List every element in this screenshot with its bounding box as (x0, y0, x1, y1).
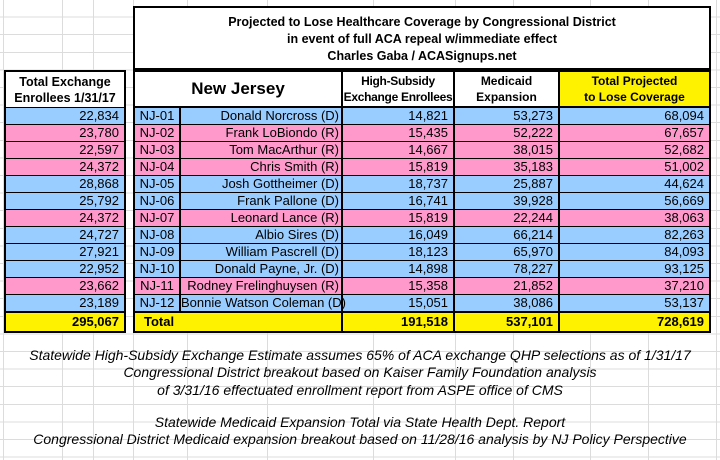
medicaid-header-line2: Expansion (476, 90, 537, 104)
high-subsidy-value: 14,821 (343, 108, 455, 124)
high-subsidy-value: 14,898 (343, 261, 455, 277)
high-subsidy-value: 15,358 (343, 278, 455, 294)
representative-name: William Pascrell (D) (181, 244, 343, 260)
medicaid-value: 65,970 (455, 244, 560, 260)
district-row (135, 108, 709, 125)
state-header: New Jersey (135, 72, 343, 106)
representative-name: Rodney Frelinghuysen (R) (181, 278, 343, 294)
district-label: NJ-04 (135, 159, 181, 175)
representative-name: Frank LoBiondo (R) (181, 125, 343, 141)
representative-name: Donald Norcross (D) (181, 108, 343, 124)
footnote-medicaid-1: Statewide Medicaid Expansion Total via State Health Dept. Report (154, 414, 566, 430)
left-table (4, 70, 126, 333)
medicaid-header (455, 72, 560, 106)
total-projected-value: 53,137 (664, 295, 704, 310)
high-subsidy-value: 15,819 (343, 159, 455, 175)
high-subsidy-value: 15,435 (343, 125, 455, 141)
exchange-enrollees-cell: 22,834 (6, 108, 124, 125)
high-subsidy-value: 15,819 (343, 210, 455, 226)
representative-name: Chris Smith (R) (181, 159, 343, 175)
district-label: NJ-11 (135, 278, 181, 294)
main-table-header-row (135, 72, 709, 108)
footnote-exchange-2: Congressional District breakout based on Kaiser Family Foundation analysis (123, 364, 597, 380)
footnote-exchange-3: of 3/31/16 effectuated enrollment report from ASPE office of CMS (157, 382, 563, 398)
district-row (135, 193, 709, 210)
representative-name: Josh Gottheimer (D) (181, 176, 343, 192)
total-projected-value: 93,125 (664, 261, 704, 276)
left-header-line1: Total Exchange (19, 75, 111, 89)
district-row (135, 159, 709, 176)
left-header-line2: Enrollees 1/31/17 (14, 91, 116, 105)
left-table-total: 295,067 (6, 312, 124, 331)
high-subsidy-value: 18,737 (343, 176, 455, 192)
high-subsidy-header-line2: Exchange Enrollees (343, 90, 453, 104)
district-row (135, 176, 709, 193)
high-subsidy-header (343, 72, 455, 106)
district-row (135, 261, 709, 278)
district-row (135, 227, 709, 244)
representative-name: Frank Pallone (D) (181, 193, 343, 209)
representative-name: Donald Payne, Jr. (D) (181, 261, 343, 277)
representative-name: Leonard Lance (R) (181, 210, 343, 226)
medicaid-value: 35,183 (455, 159, 560, 175)
medicaid-value: 66,214 (455, 227, 560, 243)
total-projected-value: 52,682 (664, 142, 704, 157)
exchange-enrollees-cell: 23,189 (6, 295, 124, 312)
total-projected-value: 56,669 (664, 193, 704, 208)
total-projected-value: 37,210 (664, 278, 704, 293)
representative-name: Albio Sires (D) (181, 227, 343, 243)
total-projected-value: 82,263 (664, 227, 704, 242)
medicaid-value: 52,222 (455, 125, 560, 141)
district-label: NJ-12 (135, 295, 181, 311)
district-row (135, 278, 709, 295)
exchange-enrollees-cell: 24,727 (6, 227, 124, 244)
exchange-enrollees-cell: 22,952 (6, 261, 124, 278)
title-box (133, 6, 711, 70)
total-projected-value: 44,624 (664, 176, 704, 191)
district-row (135, 295, 709, 312)
medicaid-value: 78,227 (455, 261, 560, 277)
district-label: NJ-08 (135, 227, 181, 243)
medicaid-value: 38,015 (455, 142, 560, 158)
district-label: NJ-07 (135, 210, 181, 226)
district-label: NJ-01 (135, 108, 181, 124)
main-table-rows (135, 108, 709, 312)
total-projected-header-line2: to Lose Coverage (584, 90, 685, 104)
high-subsidy-value: 18,123 (343, 244, 455, 260)
exchange-enrollees-cell: 23,780 (6, 125, 124, 142)
total-row-label: Total (135, 313, 343, 331)
district-label: NJ-06 (135, 193, 181, 209)
high-subsidy-value: 16,049 (343, 227, 455, 243)
district-label: NJ-09 (135, 244, 181, 260)
exchange-enrollees-cell: 24,372 (6, 210, 124, 227)
district-label: NJ-03 (135, 142, 181, 158)
high-subsidy-value: 15,051 (343, 295, 455, 311)
footnote-medicaid-2: Congressional District Medicaid expansion breakout based on 11/28/16 analysis by NJ Policy Perspective (33, 431, 687, 447)
total-medicaid: 537,101 (455, 313, 560, 331)
footnote-exchange-1: Statewide High-Subsidy Exchange Estimate assumes 65% of ACA exchange QHP selections as of 1/31/17 (29, 347, 691, 363)
exchange-enrollees-cell: 23,662 (6, 278, 124, 295)
table-subtitle: in event of full ACA repeal w/immediate effect (287, 32, 557, 46)
main-table (133, 70, 711, 333)
medicaid-value: 21,852 (455, 278, 560, 294)
district-row (135, 244, 709, 261)
main-table-total-row (135, 312, 709, 331)
district-label: NJ-10 (135, 261, 181, 277)
total-projected-value: 51,002 (664, 159, 704, 174)
total-projected-value: 38,063 (664, 210, 704, 225)
total-projected: 728,619 (657, 314, 704, 329)
district-row (135, 125, 709, 142)
exchange-enrollees-cell: 28,868 (6, 176, 124, 193)
representative-name: Tom MacArthur (R) (181, 142, 343, 158)
exchange-enrollees-cell: 27,921 (6, 244, 124, 261)
total-high-subsidy: 191,518 (343, 313, 455, 331)
total-projected-header (560, 72, 709, 106)
table-attribution: Charles Gaba / ACASignups.net (327, 49, 517, 63)
left-table-rows (6, 108, 124, 312)
exchange-enrollees-cell: 22,597 (6, 142, 124, 159)
total-projected-header-line1: Total Projected (591, 74, 678, 88)
high-subsidy-value: 16,741 (343, 193, 455, 209)
representative-name: Bonnie Watson Coleman (D) (181, 295, 346, 310)
medicaid-value: 53,273 (455, 108, 560, 124)
medicaid-value: 22,244 (455, 210, 560, 226)
medicaid-value: 25,887 (455, 176, 560, 192)
district-row (135, 210, 709, 227)
medicaid-value: 38,086 (455, 295, 560, 311)
high-subsidy-value: 14,667 (343, 142, 455, 158)
medicaid-header-line1: Medicaid (480, 74, 533, 88)
total-projected-value: 84,093 (664, 244, 704, 259)
table-title: Projected to Lose Healthcare Coverage by Congressional District (228, 15, 616, 29)
exchange-enrollees-cell: 25,792 (6, 193, 124, 210)
high-subsidy-header-line1: High-Subsidy (361, 74, 435, 88)
district-label: NJ-02 (135, 125, 181, 141)
left-table-header (6, 72, 124, 108)
district-label: NJ-05 (135, 176, 181, 192)
district-row (135, 142, 709, 159)
medicaid-value: 39,928 (455, 193, 560, 209)
total-projected-value: 68,094 (664, 108, 704, 123)
exchange-enrollees-cell: 24,372 (6, 159, 124, 176)
total-projected-value: 67,657 (664, 125, 704, 140)
